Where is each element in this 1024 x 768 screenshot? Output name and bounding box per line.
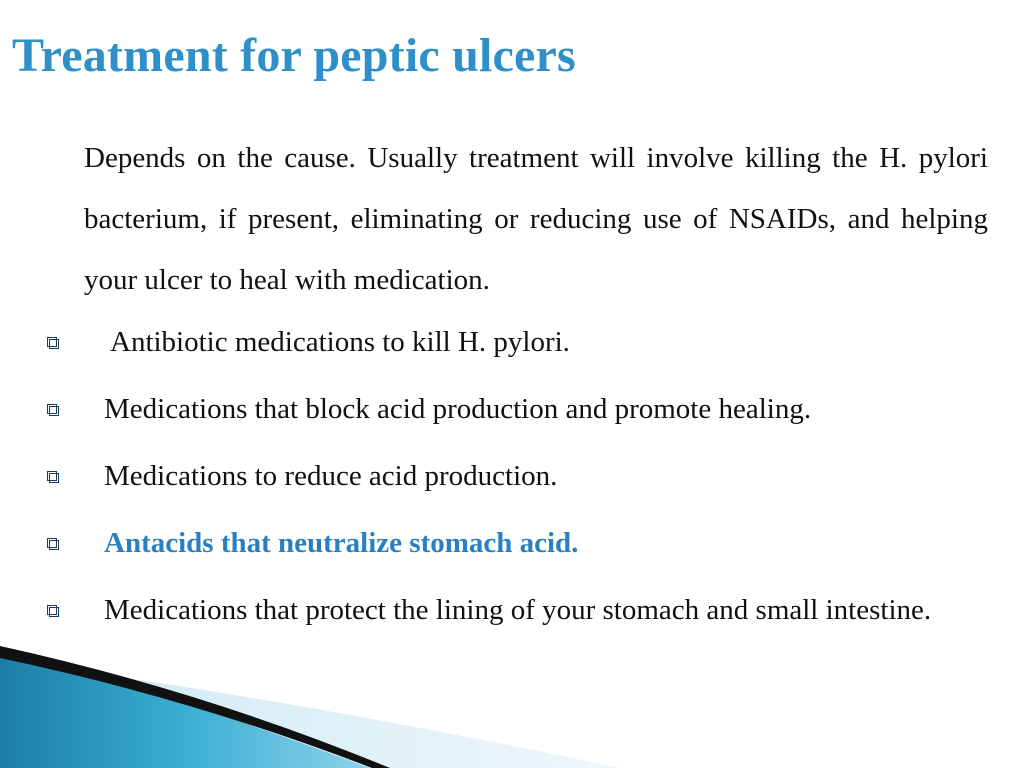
bullet-text: Antibiotic medications to kill H. pylori. [110,326,570,358]
checkbox-square-icon [47,538,59,550]
checkbox-square-icon [47,471,59,483]
checkbox-square-icon [47,404,59,416]
slide-title: Treatment for peptic ulcers [12,29,576,82]
checkbox-square-icon [47,337,59,349]
checkbox-square-icon [47,605,59,617]
intro-paragraph: Depends on the cause. Usually treatment will involve killing the H. pylori bacterium, if present, eliminating or reducing use of NSAIDs, and helping your ulcer to heal with medication. [84,142,988,296]
bullet-text: Medications to reduce acid production. [104,460,558,492]
bullet-text: Medications that protect the lining of your stomach and small intestine. [104,594,932,626]
bullet-text: Medications that block acid production and promote healing. [104,393,812,425]
bullet-text-highlighted: Antacids that neutralize stomach acid. [104,527,579,559]
